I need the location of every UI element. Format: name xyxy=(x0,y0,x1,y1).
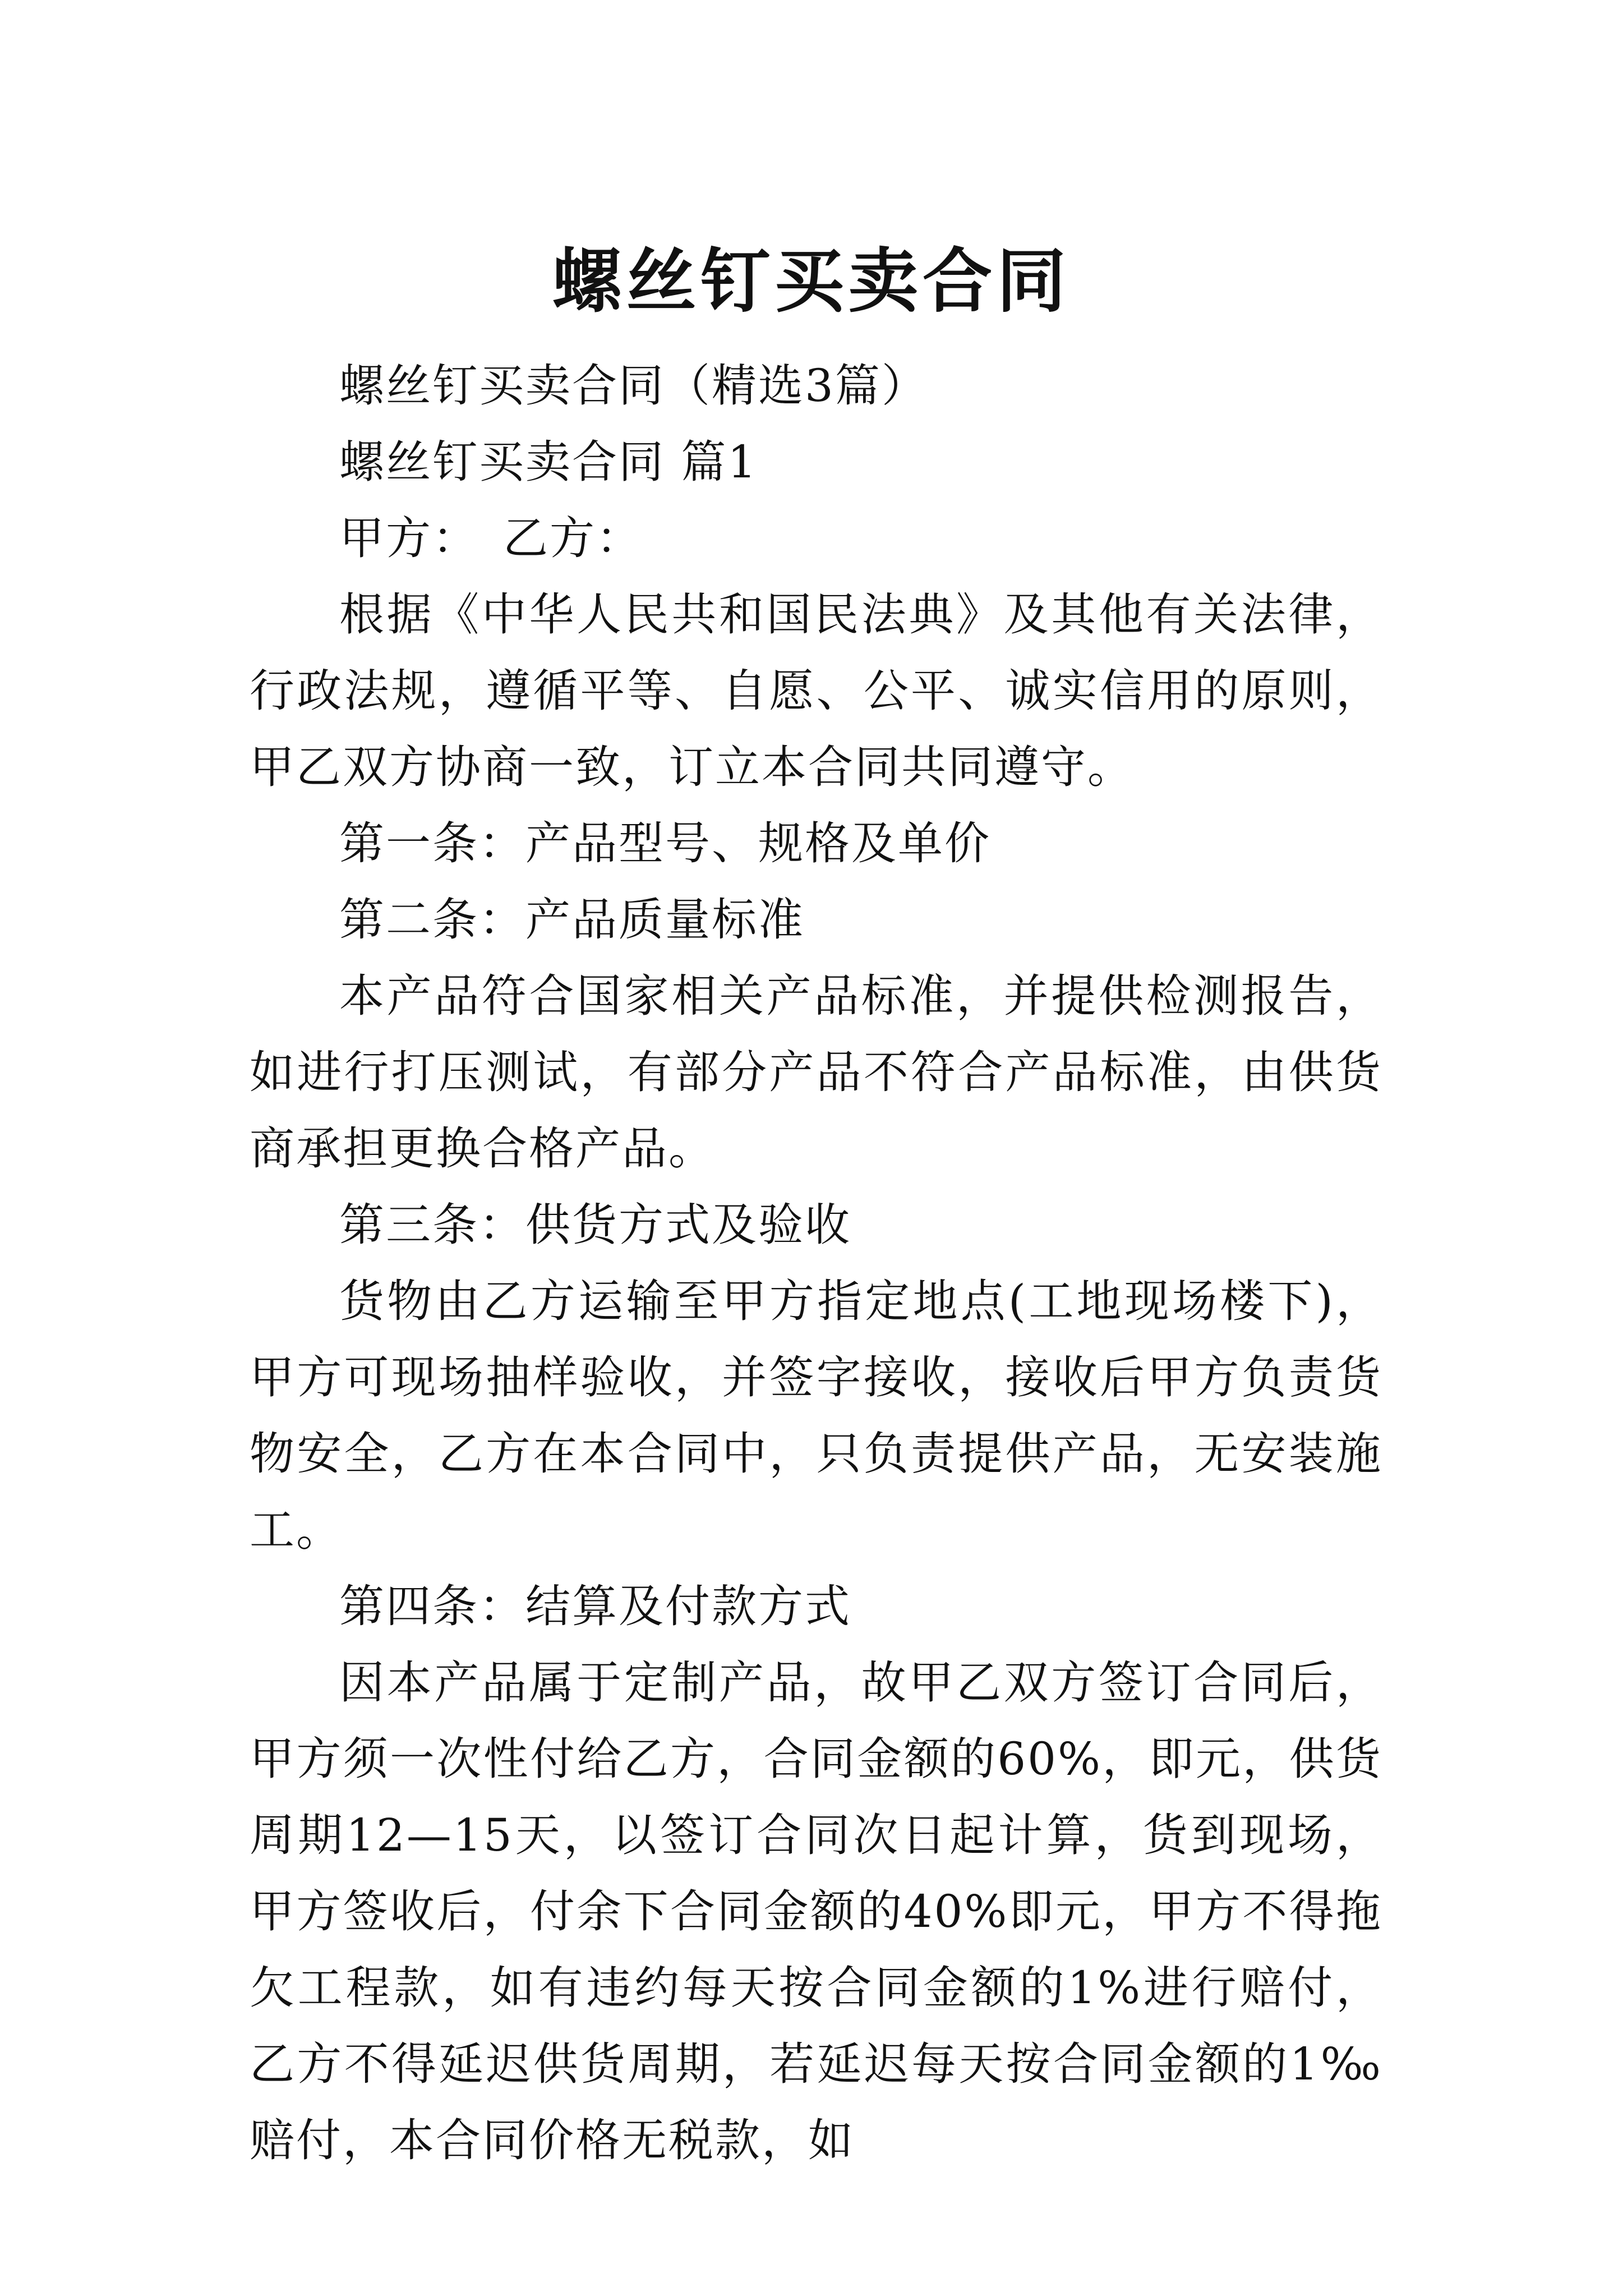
article-2-heading: 第二条：产品质量标准 xyxy=(339,894,805,946)
article-4-body: 因本产品属于定制产品，故甲乙双方签订合同后，甲方须一次性付给乙方，合同金额的60%，即元，供货周期12—15天，以签订合同次日起计算，货到现场，甲方签收后，付余下合同金额的40%即元，甲方不得拖欠工程款，如有违约每天按合同金额的1%进行赔付，乙方不得延迟供货周期，若延迟每天按合同金额的1‰赔付，本合同价格无税款，如 xyxy=(250,1657,1382,2166)
article-1-heading: 第一条：产品型号、规格及单价 xyxy=(339,817,991,869)
article-3-body: 货物由乙方运输至甲方指定地点(工地现场楼下)，甲方可现场抽样验收，并签字接收，接收后甲方负责货物安全，乙方在本合同中，只负责提供产品，无安装施工。 xyxy=(250,1275,1382,1556)
article-4-heading: 第四条：结算及付款方式 xyxy=(339,1580,851,1632)
article-3-heading: 第三条：供货方式及验收 xyxy=(339,1199,851,1251)
paragraph-parties: 甲方： 乙方： xyxy=(339,512,643,564)
paragraph-subtitle: 螺丝钉买卖合同（精选3篇） xyxy=(339,360,928,412)
document-title: 螺丝钉买卖合同 xyxy=(552,241,1071,323)
document-body xyxy=(250,348,1382,2179)
paragraph-part-heading: 螺丝钉买卖合同 篇1 xyxy=(339,436,758,488)
paragraph-preamble: 根据《中华人民共和国民法典》及其他有关法律，行政法规，遵循平等、自愿、公平、诚实信用的原则，甲乙双方协商一致，订立本合同共同遵守。 xyxy=(250,588,1382,793)
article-2-body: 本产品符合国家相关产品标准，并提供检测报告，如进行打压测试，有部分产品不符合产品标准，由供货商承担更换合格产品。 xyxy=(250,970,1382,1175)
